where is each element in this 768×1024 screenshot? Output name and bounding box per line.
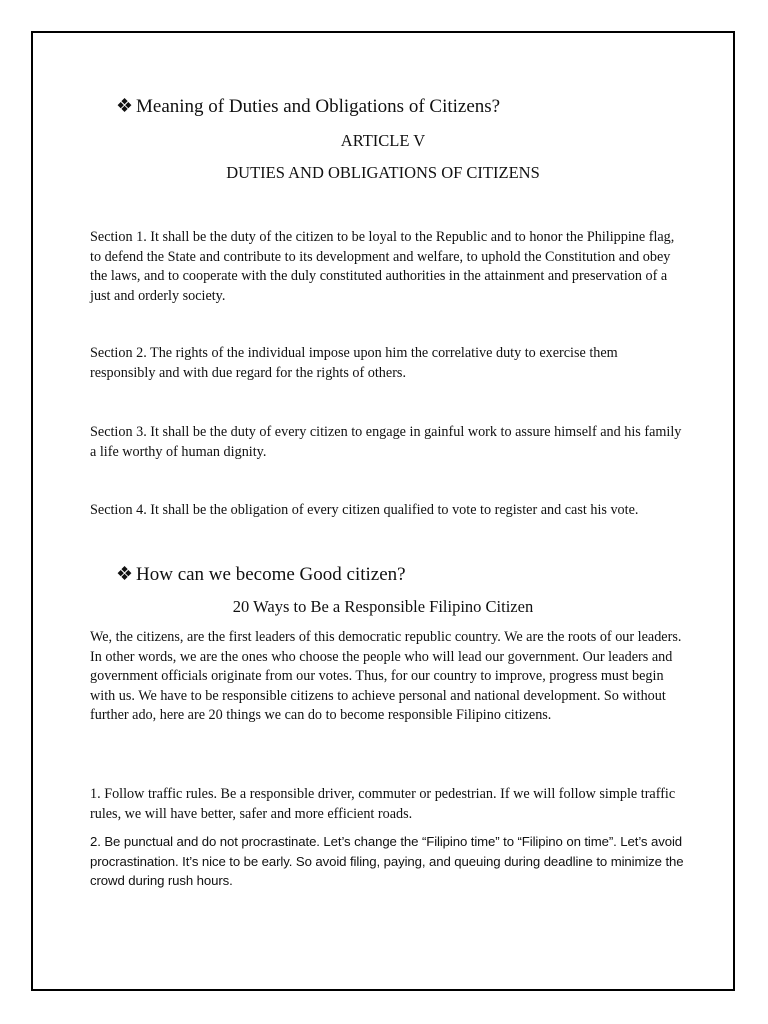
article-number: ARTICLE V <box>340 131 426 150</box>
section-1: Section 1. It shall be the duty of the citizen to be loyal to the Republic and to honor the Philippine flag, to defend the State and contribute to its development and welfare, to uphold the Constitution and obey the laws, and to cooperate with the duly constituted authorities in the attainment and preservation of a just and orderly society. <box>90 229 675 304</box>
section-3: Section 3. It shall be the duty of every citizen to engage in gainful work to assure himself and his family a life worthy of human dignity. <box>90 424 682 460</box>
ways-title: 20 Ways to Be a Responsible Filipino Citizen <box>232 597 534 616</box>
article-title: DUTIES AND OBLIGATIONS OF CITIZENS <box>226 163 540 182</box>
heading-good-citizen-text: How can we become Good citizen? <box>136 564 406 585</box>
ways-intro: We, the citizens, are the first leaders of this democratic republic country. We are the roots of our leaders. In other words, we are the ones who choose the people who will lead our government. Our leaders and government officials originate from our votes. Thus, for our country to improve, progress must begin with us. We have to be responsible citizens to achieve personal and national development. So without further ado, here are 20 things we can do to become responsible Filipino citizens. <box>90 629 682 723</box>
way-item-2: 2. Be punctual and do not procrastinate. Let’s change the “Filipino time” to “Filipino on time”. Let’s avoid procrastination. It’s nice to be early. So avoid filing, paying, and queuing during deadline to minimize the crowd during rush hours. <box>90 834 684 888</box>
diamond-bullet-icon: ❖ <box>116 564 134 585</box>
heading-good-citizen <box>116 563 406 587</box>
heading-meaning <box>116 95 500 119</box>
diamond-bullet-icon: ❖ <box>116 96 134 117</box>
section-4: Section 4. It shall be the obligation of every citizen qualified to vote to register and cast his vote. <box>90 502 639 518</box>
section-2: Section 2. The rights of the individual impose upon him the correlative duty to exercise them responsibly and with due regard for the rights of others. <box>90 345 618 381</box>
way-item-1: 1. Follow traffic rules. Be a responsible driver, commuter or pedestrian. If we will follow simple traffic rules, we will have better, safer and more efficient roads. <box>90 786 676 822</box>
heading-meaning-text: Meaning of Duties and Obligations of Citizens? <box>136 96 501 117</box>
